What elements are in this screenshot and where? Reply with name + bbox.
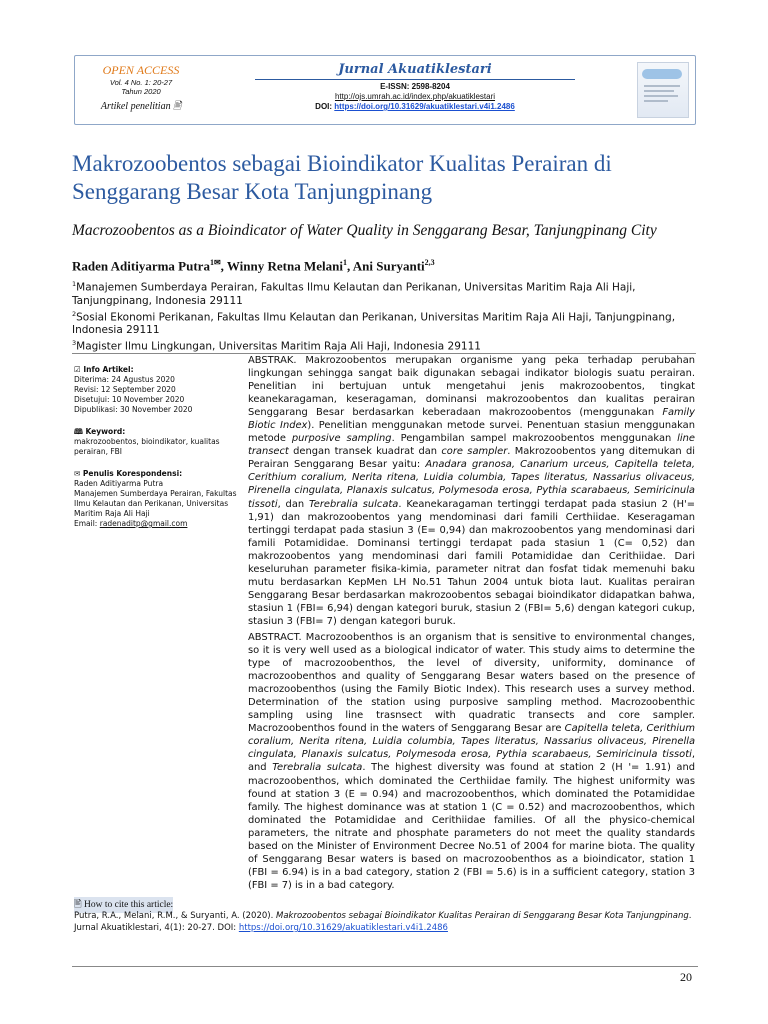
- author-name: Winny Retna Melani: [226, 258, 343, 274]
- author-name: Ani Suryanti: [352, 258, 425, 274]
- header-doi-link[interactable]: https://doi.org/10.31629/akuatiklestari.v4i1.2486: [334, 102, 515, 111]
- author-name: Raden Aditiyarma Putra: [72, 258, 210, 274]
- abstract-english: ABSTRACT. Macrozoobenthos is an organism that is sensitive to environmental changes, so it is very well used as a biological indicator of water. This study aims to determine the type of macrozoobenthos, the level of diversity, uniformity, dominance of macrozoobenthos and quality of Senggarang Besar waters based on the presence of macrozoobenthos (using the Family Biotic Index). This research uses a survey method. Determination of the station using purposive sampling method. Macrozoobenthic sampling using line trasnsect with quadratic transects and core sampler. Macrozoobenthos found in the waters of Senggarang Besar are Capitella teleta, Cerithium coralium, Nerita ritena, Luidia columbia, Tapes literatus, Nassarius olivaceus, Pirenella cingulata, Planaxis sulcatus, Polymesoda erosa, Pythia scarabaeus, Semiricinula tissoti, and Terebralia sulcata. The highest diversity was found at station 2 (H '= 1.91) and macrozoobenthos, which dominated the Certhiidae family. The highest uniformity was found at station 3 (E = 0.94) and macrozoobenthos, which dominated the Potamididae family. The highest dominance was at station 1 (C = 0.52) and macrozoobenthos, which dominated the Potamididae and Cerithiidae families. Of all the physico-chemical parameters, the nitrate and phosphate parameters do not meet the quality standards based on the Minister of Environment Decree No.51 of 2004 for marine biota. The quality of Senggarang Besar waters is based on macrozoobenthos as a bioindicator, station 1 (FBI = 6.94) is in a bad category, station 2 (FBI = 5.6) is in a sufficient category, station 3 (FBI = 7) is in a bad category.: [248, 632, 695, 891]
- citation-doi-link[interactable]: https://doi.org/10.31629/akuatiklestari.v4i1.2486: [238, 923, 448, 933]
- journal-url-link[interactable]: http://ojs.umrah.ac.id/index.php/akuatiklestari: [334, 92, 496, 101]
- correspondence-name: Raden Aditiyarma Putra: [74, 479, 164, 488]
- document-icon: 🖹: [173, 101, 182, 112]
- affiliation-item: $^3$Magister Ilmu Lingkungan, Universitas Maritim Raja Ali Haji, Indonesia 29111: [72, 339, 481, 353]
- keywords: makrozoobentos, bioindikator, kualitas perairan, FBI: [74, 437, 220, 456]
- citation-text: Putra, R.A., Melani, R.M., & Suryanti, A. (2020). Makrozoobentos sebagai Bioindikator Kualitas Perairan di Senggarang Besar Kota Tanjungpinang. Jurnal Akuatiklestari, 4(1): 20-27. DOI: https://doi.org/10.31629/akuatiklestari.v4i1.2486: [74, 911, 692, 933]
- eissn: E-ISSN: 2598-8204: [380, 82, 450, 91]
- affiliation-item: $^2$Sosial Ekonomi Perikanan, Fakultas Ilmu Kelautan dan Perikanan, Universitas Maritim Raja Ali Haji, Tanjungpinang, Indonesia 29111: [72, 309, 676, 336]
- document-icon: 🖹: [74, 900, 82, 910]
- volume-info: Vol. 4 No. 1: 20-27: [109, 78, 173, 87]
- year-info: Tahun 2020: [121, 87, 161, 96]
- header-center: [235, 62, 595, 112]
- info-heading: ☑ Info Artikel:: [74, 365, 134, 374]
- affiliations: [72, 278, 696, 354]
- page-number: 20: [680, 970, 692, 984]
- header-rule: [255, 79, 575, 80]
- footer-rule: [72, 966, 698, 967]
- article-subtitle: Macrozoobentos as a Bioindicator of Water Quality in Senggarang Besar, Tanjungpinang City: [72, 222, 657, 239]
- article-title: Makrozoobentos sebagai Bioindikator Kualitas Perairan di Senggarang Besar Kota Tanjungpinang: [72, 151, 612, 204]
- revised-date: Revisi: 12 September 2020: [74, 385, 176, 394]
- abstract-indonesian: ABSTRAK. Makrozoobentos merupakan organisme yang peka terhadap perubahan lingkungan sehingga sangat baik digunakan sebagai indikator biologis suatu perairan. Penelitian ini bertujuan untuk mengetahui jenis makrozoobentos, tingkat keanekaragaman, keseragaman, dominansi makrozoobentos dan kualitas perairan Senggarang Besar berdasarkan keberadaan makrozoobentos (menggunakan Family Biotic Index). Penelitian menggunakan metode survei. Penentuan stasiun menggunakan metode purposive sampling. Pengambilan sampel makrozoobentos menggunakan line transect dengan transek kuadrat dan core sampler. Makrozoobentos yang ditemukan di Perairan Senggarang Besar yaitu: Anadara granosa, Canarium urceus, Capitella teleta, Cerithium coralium, Nerita ritena, Luidia columbia, Tapes literatus, Nassarius olivaceus, Pirenella cingulata, Planaxis sulcatus, Polymesoda erosa, Pythia scarabaeus, Semiricinula tissoti, dan Terebralia sulcata. Keanekaragaman tertinggi terdapat pada stasiun 2 (H'= 1,91) dan makrozoobentos yang mendominasi dari famili Certhiidae. Keseragaman tertinggi terdapat pada stasiun 3 (E= 0,94) dan makrozoobentos yang mendominasi dari famili Potamididae. Dominansi tertinggi terdapat pada stasiun 1 (C= 0,52) dan makrozoobentos yang mendominasi dari famili Potamididae dan Cerithiidae. Dari keseluruhan parameter fisika-kimia, parameter nitrat dan fosfat tidak memenuhi baku mutu berdasarkan KepMen LH No.51 Tahun 2004 untuk biota laut. Kualitas perairan Senggarang Besar berdasarkan makrozoobentos sebagai bioindikator didapatkan bahwa, stasiun 1 (FBI= 6,94) dengan kategori buruk, stasiun 2 (FBI= 5,6) dengan kategori cukup, stasiun 3 (FBI= 7) dengan kategori buruk.: [248, 355, 695, 627]
- open-access-label: OPEN ACCESS: [102, 63, 180, 77]
- email-link[interactable]: radenaditp@gmail.com: [99, 519, 188, 528]
- affiliation-item: $^1$Manajemen Sumberdaya Perairan, Fakultas Ilmu Kelautan dan Perikanan, Universitas Maritim Raja Ali Haji, Tanjungpinang, Indonesia 29111: [72, 280, 636, 307]
- correspondence-email: Email: radenaditp@gmail.com: [74, 519, 188, 528]
- keyword-heading: 🕮 Keyword:: [74, 427, 126, 436]
- journal-cover-thumbnail: [637, 62, 689, 118]
- journal-header: [74, 55, 696, 125]
- received-date: Diterima: 24 Agustus 2020: [74, 375, 175, 384]
- published-date: Dipublikasi: 30 November 2020: [74, 405, 193, 414]
- author-list: Raden Aditiyarma Putra$^{1✉}$, Winny Retna Melani$^1$, Ani Suryanti$^{2,3}$: [72, 258, 435, 274]
- correspondence-heading: ✉ Penulis Korespondensi:: [74, 469, 183, 478]
- article-type: Artikel penelitian 🖹: [100, 101, 182, 112]
- citation-heading: 🖹 How to cite this article:: [74, 897, 173, 913]
- header-doi: DOI: https://doi.org/10.31629/akuatiklestari.v4i1.2486: [315, 102, 515, 111]
- accepted-date: Disetujui: 10 November 2020: [74, 395, 185, 404]
- article-info-sidebar: [74, 365, 239, 529]
- journal-name: Jurnal Akuatiklestari: [338, 62, 492, 77]
- header-left: [81, 63, 201, 116]
- correspondence-affiliation: Manajemen Sumberdaya Perairan, Fakultas Ilmu Kelautan dan Perikanan, Universitas Maritim Raja Ali Haji: [74, 489, 237, 518]
